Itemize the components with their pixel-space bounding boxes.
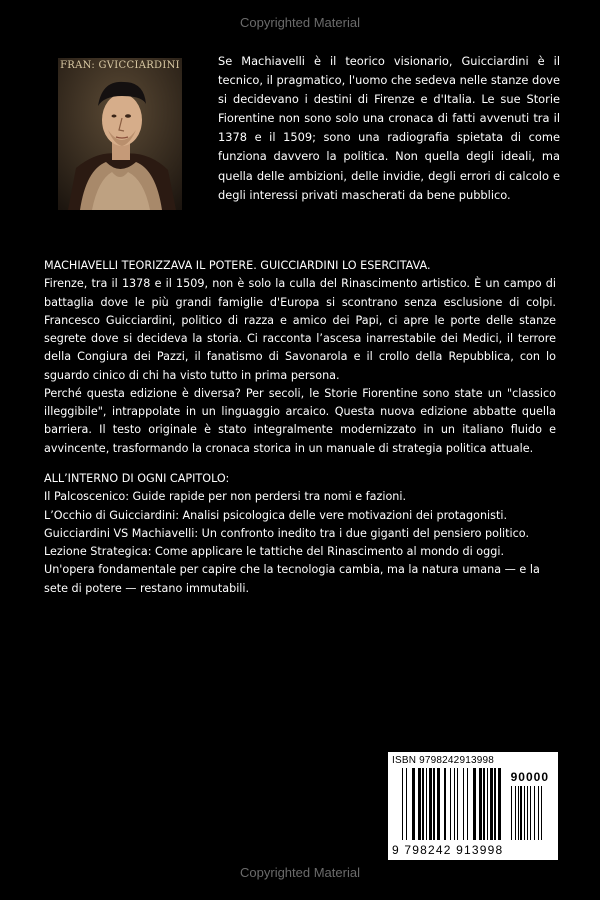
barcode-bar: [527, 786, 528, 840]
barcode-bars: [402, 768, 520, 844]
barcode-bar: [426, 768, 427, 840]
barcode-bar: [524, 786, 525, 840]
barcode-bar: [511, 786, 512, 840]
description-paragraph-2: Perché questa edizione è diversa? Per secoli, le Storie Fiorentine sono state un "classico illeggibile", intrappolate in un linguaggio arcaico. Questa nuova edizione abbatte quella barriera. Il testo originale è stato integralmente modernizzato in un italiano fluido e avvincente, trasformando la cronaca storica in un manuale di strategia politica attuale.: [44, 386, 556, 455]
portrait-inscription: FRAN: GVICCIARDINI: [60, 60, 180, 71]
barcode-bar: [498, 768, 501, 840]
barcode-bar: [437, 768, 440, 840]
feature-item: Guicciardini VS Machiavelli: Un confronto inedito tra i due giganti del pensiero politico.: [44, 526, 530, 540]
headline: MACHIAVELLI TEORIZZAVA IL POTERE. GUICCIARDINI LO ESERCITAVA.: [44, 259, 431, 272]
barcode-bar: [406, 768, 407, 840]
barcode-bar: [515, 786, 516, 840]
barcode-bar: [457, 768, 458, 840]
barcode-bar: [473, 768, 476, 840]
barcode-bar: [402, 768, 403, 840]
feature-item: Il Palcoscenico: Guide rapide per non perdersi tra nomi e fazioni.: [44, 490, 407, 504]
barcode-bar: [444, 768, 446, 840]
barcode-bar: [494, 768, 496, 840]
barcode-bar: [490, 768, 493, 840]
barcode-bar: [433, 768, 435, 840]
barcode-bar: [483, 768, 485, 840]
main-description: [44, 257, 556, 458]
barcode-bar: [412, 768, 415, 840]
feature-item: Lezione Strategica: Come applicare le tattiche del Rinascimento al mondo di oggi.: [44, 545, 505, 559]
features-heading: ALL’INTERNO DI OGNI CAPITOLO:: [44, 472, 230, 485]
barcode-bar: [418, 768, 421, 840]
copyright-watermark-top: Copyrighted Material: [240, 15, 360, 30]
barcode-bar: [463, 768, 464, 840]
barcode-bar: [520, 786, 522, 840]
copyright-watermark-bottom: Copyrighted Material: [240, 865, 360, 880]
intro-text: Se Machiavelli è il teorico visionario, Guicciardini è il tecnico, il pragmatico, l'uomo che sedeva nelle stanze dove si decidevano i destini di Firenze e d'Italia. Le sue Storie Fiorentine non sono solo una cronaca di fatti avvenuti tra il 1378 e il 1509; sono una radiografia spietata di come funziona davvero la politica. Non quella degli ideali, ma quella delle ambizioni, delle invidie, degli errori di calcolo e degli interessi privati mascherati da bene pubblico.: [218, 54, 560, 202]
barcode-bar: [429, 768, 432, 840]
barcode-bar: [518, 786, 519, 840]
barcode-digits: 9 798242 913998: [392, 843, 504, 857]
barcode-bar: [487, 768, 488, 840]
price-code: 90000: [510, 770, 549, 784]
barcode-bar: [541, 786, 542, 840]
chapter-features: [44, 470, 564, 598]
barcode-bar: [450, 768, 451, 840]
barcode-bar: [534, 786, 535, 840]
isbn-barcode: [388, 752, 558, 860]
addon-barcode-bars: [511, 786, 551, 844]
barcode-bar: [467, 768, 468, 840]
barcode-bar: [479, 768, 482, 840]
portrait-image: [58, 58, 182, 210]
feature-item: L’Occhio di Guicciardini: Analisi psicologica delle vere motivazioni dei protagonisti.: [44, 508, 508, 522]
barcode-bar: [422, 768, 424, 840]
barcode-bar: [454, 768, 455, 840]
barcode-bar: [530, 786, 531, 840]
barcode-bar: [538, 786, 539, 840]
description-paragraph-1: Firenze, tra il 1378 e il 1509, non è solo la culla del Rinascimento artistico. È un campo di battaglia dove le più grandi famiglie d'Europa si scontrano senza esclusione di colpi. Francesco Guicciardini, politico di razza e amico dei Papi, ci apre le porte delle stanze segrete dove si decideva la storia. Ci racconta l’ascesa inarrestabile dei Medici, il terrore della Congiura dei Pazzi, il fanatismo di Savonarola e il crollo della Repubblica, con lo sguardo cinico di chi ha visto tutto in prima persona.: [44, 277, 556, 382]
isbn-label: ISBN 9798242913998: [392, 755, 495, 766]
closing-statement: Un'opera fondamentale per capire che la tecnologia cambia, ma la natura umana — e la sete di potere — restano immutabili.: [44, 563, 540, 595]
